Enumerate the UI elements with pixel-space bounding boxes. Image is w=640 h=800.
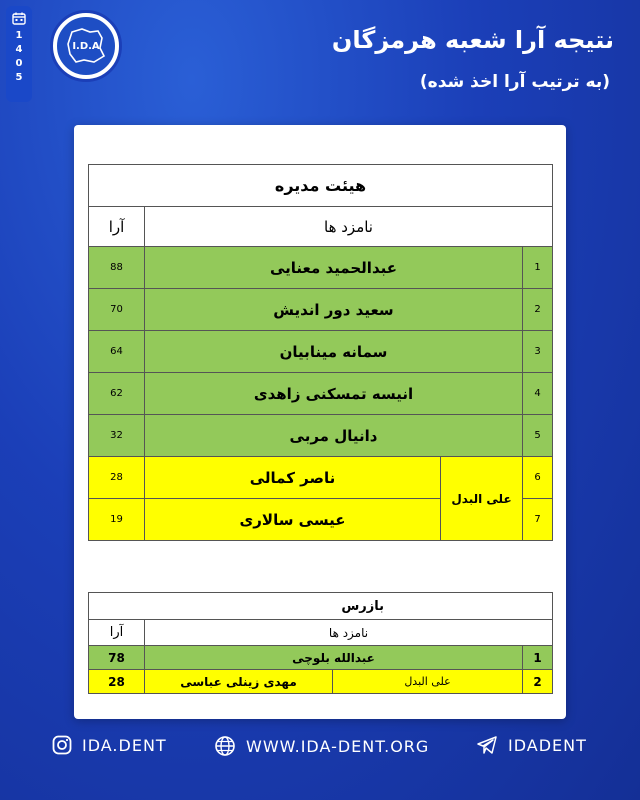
table-row	[89, 373, 553, 415]
row-number: 7	[523, 499, 553, 541]
candidate-name: عیسی سالاری	[145, 499, 441, 541]
alternate-label: علی البدل	[441, 457, 523, 541]
table-row	[89, 670, 553, 694]
telegram-handle: IDADENT	[508, 735, 587, 755]
results-card	[74, 125, 566, 719]
vote-count: 62	[89, 373, 145, 415]
vote-count: 19	[89, 499, 145, 541]
page-title: نتیجه آرا شعبه هرمزگان	[331, 26, 614, 54]
instagram-link[interactable]	[52, 735, 167, 755]
row-number: 2	[523, 289, 553, 331]
candidate-name: ناصر کمالی	[145, 457, 441, 499]
row-number: 4	[523, 373, 553, 415]
board-col-votes-header: آرا	[89, 207, 145, 247]
table-row	[89, 457, 553, 499]
telegram-link[interactable]	[476, 735, 587, 755]
vote-count: 28	[89, 457, 145, 499]
inspector-col-votes-header: آرا	[89, 620, 145, 646]
inspector-col-name-header: نامزد ها	[145, 620, 553, 646]
board-table	[88, 164, 553, 541]
vote-count: 78	[89, 646, 145, 670]
alternate-label: علی البدل	[333, 670, 523, 694]
row-number: 1	[523, 247, 553, 289]
board-col-name-header: نامزد ها	[145, 207, 553, 247]
footer	[0, 735, 640, 765]
vote-count: 32	[89, 415, 145, 457]
vote-count: 64	[89, 331, 145, 373]
row-number: 5	[523, 415, 553, 457]
page-subtitle: (به ترتیب آرا اخذ شده)	[419, 72, 610, 92]
vote-count: 88	[89, 247, 145, 289]
year-column	[6, 6, 32, 102]
instagram-icon	[52, 735, 72, 755]
website-url: WWW.IDA-DENT.ORG	[246, 736, 430, 756]
candidate-name: عبدالله بلوچی	[145, 646, 523, 670]
globe-icon	[214, 735, 236, 757]
year-digit: 5	[15, 72, 23, 83]
ida-logo	[50, 10, 122, 82]
inspector-table	[88, 592, 553, 694]
board-section-title: هیئت مدیره	[89, 165, 553, 207]
year-digit: 1	[15, 30, 23, 41]
year-digit: 0	[15, 58, 23, 69]
calendar-icon	[12, 12, 26, 25]
candidate-name: سعید دور اندیش	[145, 289, 523, 331]
table-row	[89, 289, 553, 331]
table-row	[89, 331, 553, 373]
instagram-handle: IDA.DENT	[82, 735, 167, 755]
table-row	[89, 415, 553, 457]
row-number: 6	[523, 457, 553, 499]
telegram-icon	[476, 735, 498, 755]
candidate-name: دانیال مربی	[145, 415, 523, 457]
candidate-name: انیسه تمسکنی زاهدی	[145, 373, 523, 415]
year-digit: 4	[15, 44, 23, 55]
vote-count: 70	[89, 289, 145, 331]
website-link[interactable]	[214, 735, 429, 757]
vote-count: 28	[89, 670, 145, 694]
candidate-name: عبدالحمید معنایی	[145, 247, 523, 289]
candidate-name: مهدی زینلی عباسی	[145, 670, 333, 694]
row-number: 2	[523, 670, 553, 694]
row-number: 1	[523, 646, 553, 670]
inspector-section-title: بازرس	[89, 593, 553, 620]
logo-text: I.D.A	[72, 41, 100, 52]
row-number: 3	[523, 331, 553, 373]
candidate-name: سمانه مینابیان	[145, 331, 523, 373]
table-row	[89, 247, 553, 289]
table-row	[89, 646, 553, 670]
